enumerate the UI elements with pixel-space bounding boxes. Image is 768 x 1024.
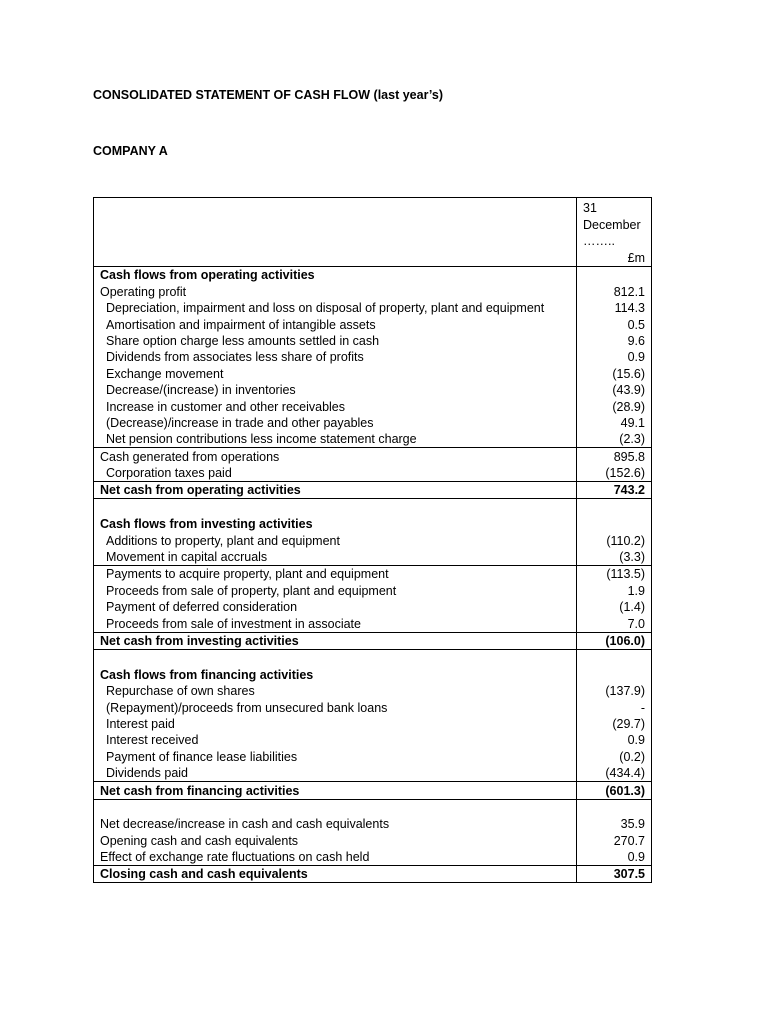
table-row xyxy=(94,566,652,583)
table-row xyxy=(94,866,652,883)
row-label xyxy=(94,799,577,816)
row-value: 9.6 xyxy=(577,333,652,349)
row-label: Payments to acquire property, plant and equipment xyxy=(94,566,577,583)
row-value: 0.9 xyxy=(577,849,652,866)
table-row xyxy=(94,448,652,465)
table-row xyxy=(94,599,652,615)
row-label xyxy=(94,499,577,516)
row-value: - xyxy=(577,699,652,715)
table-row xyxy=(94,415,652,431)
row-value: 114.3 xyxy=(577,300,652,316)
table-row xyxy=(94,699,652,715)
row-label: Net pension contributions less income statement charge xyxy=(94,431,577,448)
row-label xyxy=(94,649,577,666)
row-label: Exchange movement xyxy=(94,365,577,381)
row-value: 812.1 xyxy=(577,283,652,299)
table-row xyxy=(94,732,652,748)
header-label-cell xyxy=(94,198,577,267)
header-date-month: December xyxy=(583,217,641,232)
row-label: Additions to property, plant and equipment xyxy=(94,532,577,548)
row-label: Net decrease/increase in cash and cash equivalents xyxy=(94,816,577,832)
row-value: (1.4) xyxy=(577,599,652,615)
table-row xyxy=(94,849,652,866)
row-value: 7.0 xyxy=(577,615,652,632)
row-value: (15.6) xyxy=(577,365,652,381)
row-label: Interest paid xyxy=(94,716,577,732)
row-value: 0.9 xyxy=(577,732,652,748)
row-value: 270.7 xyxy=(577,832,652,848)
row-label: (Repayment)/proceeds from unsecured bank loans xyxy=(94,699,577,715)
row-label: Effect of exchange rate fluctuations on cash held xyxy=(94,849,577,866)
row-value xyxy=(577,499,652,516)
table-row xyxy=(94,333,652,349)
row-value: 0.9 xyxy=(577,349,652,365)
header-date-year-placeholder: …….. xyxy=(583,234,615,248)
row-value: (601.3) xyxy=(577,782,652,799)
row-label: Proceeds from sale of property, plant and equipment xyxy=(94,582,577,598)
row-value xyxy=(577,267,652,284)
section-heading-row xyxy=(94,516,652,532)
row-value: (2.3) xyxy=(577,431,652,448)
row-value: (29.7) xyxy=(577,716,652,732)
row-label: Increase in customer and other receivables xyxy=(94,398,577,414)
row-label: Proceeds from sale of investment in associate xyxy=(94,615,577,632)
row-label: Amortisation and impairment of intangible assets xyxy=(94,316,577,332)
row-label: Net cash from financing activities xyxy=(94,782,577,799)
row-label: Depreciation, impairment and loss on disposal of property, plant and equipment xyxy=(94,300,577,316)
table-row xyxy=(94,582,652,598)
row-value: 35.9 xyxy=(577,816,652,832)
row-value: (43.9) xyxy=(577,382,652,398)
row-label: Dividends from associates less share of profits xyxy=(94,349,577,365)
row-value: 307.5 xyxy=(577,866,652,883)
row-label: Opening cash and cash equivalents xyxy=(94,832,577,848)
row-label: Cash flows from financing activities xyxy=(94,666,577,682)
row-label: Net cash from operating activities xyxy=(94,482,577,499)
table-row xyxy=(94,431,652,448)
table-row xyxy=(94,365,652,381)
row-value: (152.6) xyxy=(577,465,652,482)
row-value: 0.5 xyxy=(577,316,652,332)
row-value: 743.2 xyxy=(577,482,652,499)
row-value: (110.2) xyxy=(577,532,652,548)
row-label: Share option charge less amounts settled in cash xyxy=(94,333,577,349)
table-spacer-row xyxy=(94,499,652,516)
table-row xyxy=(94,549,652,566)
row-label: Payment of deferred consideration xyxy=(94,599,577,615)
row-label: Closing cash and cash equivalents xyxy=(94,866,577,883)
row-value: 895.8 xyxy=(577,448,652,465)
table-row xyxy=(94,349,652,365)
row-label: Payment of finance lease liabilities xyxy=(94,748,577,764)
row-label: Operating profit xyxy=(94,283,577,299)
row-value: (3.3) xyxy=(577,549,652,566)
header-unit: £m xyxy=(627,250,645,265)
company-name: COMPANY A xyxy=(93,144,168,158)
row-value: (137.9) xyxy=(577,683,652,699)
row-value: (28.9) xyxy=(577,398,652,414)
row-value: (434.4) xyxy=(577,765,652,782)
row-value: (113.5) xyxy=(577,566,652,583)
header-date-day: 31 xyxy=(583,201,597,215)
header-period-cell xyxy=(577,198,652,267)
row-label: Decrease/(increase) in inventories xyxy=(94,382,577,398)
row-label: Interest received xyxy=(94,732,577,748)
row-label: Movement in capital accruals xyxy=(94,549,577,566)
document-title: CONSOLIDATED STATEMENT OF CASH FLOW (last year’s) xyxy=(93,88,444,102)
section-heading-row xyxy=(94,666,652,682)
table-row xyxy=(94,398,652,414)
table-spacer-row xyxy=(94,649,652,666)
table-row xyxy=(94,816,652,832)
table-row xyxy=(94,300,652,316)
table-row xyxy=(94,382,652,398)
row-label: Dividends paid xyxy=(94,765,577,782)
table-row xyxy=(94,832,652,848)
row-label: Repurchase of own shares xyxy=(94,683,577,699)
row-value xyxy=(577,799,652,816)
row-label: (Decrease)/increase in trade and other payables xyxy=(94,415,577,431)
row-value xyxy=(577,516,652,532)
table-row xyxy=(94,482,652,499)
row-label: Cash flows from operating activities xyxy=(94,267,577,284)
row-label: Cash flows from investing activities xyxy=(94,516,577,532)
table-row xyxy=(94,465,652,482)
row-label: Corporation taxes paid xyxy=(94,465,577,482)
table-row xyxy=(94,765,652,782)
table-row xyxy=(94,283,652,299)
row-value: (106.0) xyxy=(577,632,652,649)
row-value xyxy=(577,649,652,666)
table-row xyxy=(94,532,652,548)
cash-flow-table-body xyxy=(94,198,652,883)
row-value: 49.1 xyxy=(577,415,652,431)
cash-flow-table xyxy=(93,197,652,883)
table-row xyxy=(94,716,652,732)
table-row xyxy=(94,782,652,799)
row-label: Cash generated from operations xyxy=(94,448,577,465)
table-row xyxy=(94,316,652,332)
row-value: 1.9 xyxy=(577,582,652,598)
table-row xyxy=(94,683,652,699)
table-row xyxy=(94,632,652,649)
table-row xyxy=(94,615,652,632)
row-label: Net cash from investing activities xyxy=(94,632,577,649)
section-heading-row xyxy=(94,267,652,284)
table-row xyxy=(94,748,652,764)
row-value: (0.2) xyxy=(577,748,652,764)
row-value xyxy=(577,666,652,682)
table-spacer-row xyxy=(94,799,652,816)
table-header-row xyxy=(94,198,652,267)
